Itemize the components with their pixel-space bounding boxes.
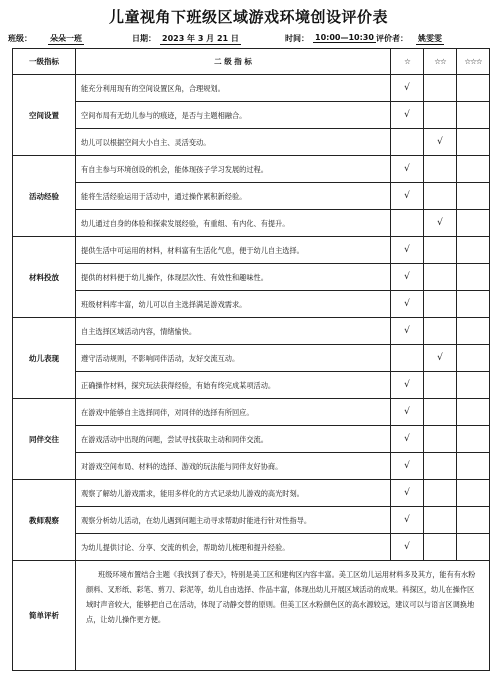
rating-cell-2-star [424, 534, 457, 561]
header-primary-indicator: 一级指标 [13, 49, 76, 75]
rating-cell-2-star [424, 480, 457, 507]
table-row [13, 399, 490, 426]
secondary-indicator: 对游戏空间布局、材料的选择、游戏的玩法能与同伴友好协商。 [76, 453, 391, 480]
secondary-indicator: 能充分利用现有的空间设置区角，合理规划。 [76, 75, 391, 102]
rating-cell-3-star [457, 102, 490, 129]
rating-cell-1-star [391, 372, 424, 399]
rating-cell-3-star [457, 264, 490, 291]
rating-cell-1-star [391, 75, 424, 102]
rating-cell-3-star [457, 156, 490, 183]
table-row [13, 102, 490, 129]
rating-cell-2-star [424, 129, 457, 156]
table-row [13, 318, 490, 345]
secondary-indicator: 为幼儿提供讨论、分享、交流的机会，帮助幼儿梳理和提升经验。 [76, 534, 391, 561]
secondary-indicator: 观察分析幼儿活动，在幼儿遇到问题主动寻求帮助时能进行针对性指导。 [76, 507, 391, 534]
rating-cell-1-star [391, 480, 424, 507]
rating-cell-1-star [391, 237, 424, 264]
rating-cell-2-star [424, 210, 457, 237]
check-mark-icon: √ [404, 407, 410, 417]
rating-cell-3-star [457, 426, 490, 453]
table-row [13, 291, 490, 318]
table-row [13, 507, 490, 534]
check-mark-icon: √ [404, 515, 410, 525]
header-one-star: ☆ [391, 49, 424, 75]
rating-cell-3-star [457, 210, 490, 237]
table-row [13, 264, 490, 291]
table-row [13, 453, 490, 480]
check-mark-icon: √ [404, 542, 410, 552]
check-mark-icon: √ [404, 191, 410, 201]
rating-cell-3-star [457, 399, 490, 426]
rating-cell-3-star [457, 453, 490, 480]
rating-cell-2-star [424, 372, 457, 399]
rating-cell-2-star [424, 75, 457, 102]
summary-label: 简单评析 [13, 561, 76, 671]
summary-row [13, 561, 490, 671]
rating-cell-2-star [424, 183, 457, 210]
primary-indicator: 同伴交往 [13, 399, 76, 480]
rating-cell-2-star [424, 426, 457, 453]
rating-cell-1-star [391, 291, 424, 318]
rating-cell-3-star [457, 372, 490, 399]
rating-cell-2-star [424, 237, 457, 264]
rating-cell-1-star [391, 453, 424, 480]
check-mark-icon: √ [437, 353, 443, 363]
time-value: 10:00—10:30 [315, 33, 374, 42]
secondary-indicator: 正确操作材料，探究玩法获得经验，有始有终完成某项活动。 [76, 372, 391, 399]
rating-cell-3-star [457, 291, 490, 318]
table-row [13, 183, 490, 210]
rating-cell-1-star [391, 507, 424, 534]
evaluator-label: 评价者： [376, 34, 408, 43]
secondary-indicator: 在游戏活动中出现的问题，尝试寻找获取主动和同伴交流。 [76, 426, 391, 453]
check-mark-icon: √ [404, 326, 410, 336]
check-mark-icon: √ [404, 380, 410, 390]
secondary-indicator: 空间布局有无幼儿参与的痕迹，是否与主题相融合。 [76, 102, 391, 129]
check-mark-icon: √ [404, 434, 410, 444]
table-header-row [13, 49, 490, 75]
check-mark-icon: √ [404, 245, 410, 255]
check-mark-icon: √ [404, 488, 410, 498]
check-mark-icon: √ [404, 83, 410, 93]
check-mark-icon: √ [437, 137, 443, 147]
table-row [13, 237, 490, 264]
check-mark-icon: √ [404, 299, 410, 309]
secondary-indicator: 提供的材料便于幼儿操作，体现层次性、有效性和趣味性。 [76, 264, 391, 291]
secondary-indicator: 遵守活动规则，不影响同伴活动，友好交流互动。 [76, 345, 391, 372]
header-two-star: ☆☆ [424, 49, 457, 75]
rating-cell-1-star [391, 156, 424, 183]
check-mark-icon: √ [404, 164, 410, 174]
secondary-indicator: 观察了解幼儿游戏需求，能用多样化的方式记录幼儿游戏的高光时刻。 [76, 480, 391, 507]
rating-cell-2-star [424, 264, 457, 291]
summary-text: 班级环境布置结合主题《我找到了春天》，特别是美工区和建构区内容丰富。美工区幼儿运用材料多及其方，能有有水粉颜料、叉形纸、彩笔、剪刀、彩泥等，幼儿自由选择、作品丰富，体现出幼儿开展区域活动的成果。科探区，幼儿在操作区域时声音较大，能够把自己在活动，体现了动静交替的原则。但美工区水粉颜色区的高水源较远，建议可以与语言区调换地点，让幼儿操作更方便。 [76, 561, 490, 671]
secondary-indicator: 自主选择区域活动内容，情绪愉快。 [76, 318, 391, 345]
rating-cell-3-star [457, 507, 490, 534]
rating-cell-1-star [391, 534, 424, 561]
secondary-indicator: 能将生活经验运用于活动中，通过操作累积新经验。 [76, 183, 391, 210]
primary-indicator: 活动经验 [13, 156, 76, 237]
secondary-indicator: 幼儿通过自身的体验和探索发展经验，有重组、有内化、有提升。 [76, 210, 391, 237]
rating-cell-1-star [391, 210, 424, 237]
rating-cell-2-star [424, 399, 457, 426]
rating-cell-3-star [457, 75, 490, 102]
rating-cell-3-star [457, 480, 490, 507]
rating-cell-3-star [457, 318, 490, 345]
evaluator-value: 姚雯雯 [418, 34, 442, 43]
rating-cell-1-star [391, 183, 424, 210]
date-label: 日期： [132, 34, 156, 43]
table-row [13, 480, 490, 507]
check-mark-icon: √ [404, 272, 410, 282]
table-row [13, 534, 490, 561]
primary-indicator: 教师观察 [13, 480, 76, 561]
table-row [13, 426, 490, 453]
table-row [13, 210, 490, 237]
rating-cell-1-star [391, 426, 424, 453]
table-row [13, 156, 490, 183]
table-row [13, 129, 490, 156]
rating-cell-1-star [391, 102, 424, 129]
table-row [13, 345, 490, 372]
table-row [13, 75, 490, 102]
rating-cell-1-star [391, 345, 424, 372]
secondary-indicator: 幼儿可以根据空间大小自主、灵活变动。 [76, 129, 391, 156]
meta-row [8, 33, 494, 47]
rating-cell-2-star [424, 507, 457, 534]
rating-cell-2-star [424, 156, 457, 183]
check-mark-icon: √ [404, 110, 410, 120]
class-label: 班级： [8, 34, 32, 43]
rating-cell-3-star [457, 183, 490, 210]
table-row [13, 372, 490, 399]
evaluation-table [12, 48, 490, 671]
rating-cell-2-star [424, 102, 457, 129]
secondary-indicator: 班级材料库丰富，幼儿可以自主选择满足游戏需求。 [76, 291, 391, 318]
rating-cell-3-star [457, 129, 490, 156]
rating-cell-1-star [391, 399, 424, 426]
rating-cell-3-star [457, 345, 490, 372]
header-secondary-indicator: 二 级 指 标 [76, 49, 391, 75]
rating-cell-3-star [457, 237, 490, 264]
class-value: 朵朵一班 [50, 34, 82, 43]
secondary-indicator: 提供生活中可运用的材料，材料富有生活化气息，便于幼儿自主选择。 [76, 237, 391, 264]
date-value: 2023 年 3 月 21 日 [162, 34, 239, 43]
rating-cell-1-star [391, 318, 424, 345]
secondary-indicator: 有自主参与环境创设的机会，能体现孩子学习发展的过程。 [76, 156, 391, 183]
rating-cell-1-star [391, 129, 424, 156]
primary-indicator: 材料投放 [13, 237, 76, 318]
secondary-indicator: 在游戏中能够自主选择同伴，对同伴的选择有所回应。 [76, 399, 391, 426]
time-label: 时间： [285, 34, 309, 43]
rating-cell-2-star [424, 345, 457, 372]
rating-cell-3-star [457, 534, 490, 561]
header-three-star: ☆☆☆ [457, 49, 490, 75]
rating-cell-2-star [424, 318, 457, 345]
rating-cell-2-star [424, 453, 457, 480]
rating-cell-1-star [391, 264, 424, 291]
check-mark-icon: √ [404, 461, 410, 471]
primary-indicator: 幼儿表现 [13, 318, 76, 399]
rating-cell-2-star [424, 291, 457, 318]
check-mark-icon: √ [437, 218, 443, 228]
primary-indicator: 空间设置 [13, 75, 76, 156]
page-title: 儿童视角下班级区域游戏环境创设评价表 [108, 8, 388, 26]
